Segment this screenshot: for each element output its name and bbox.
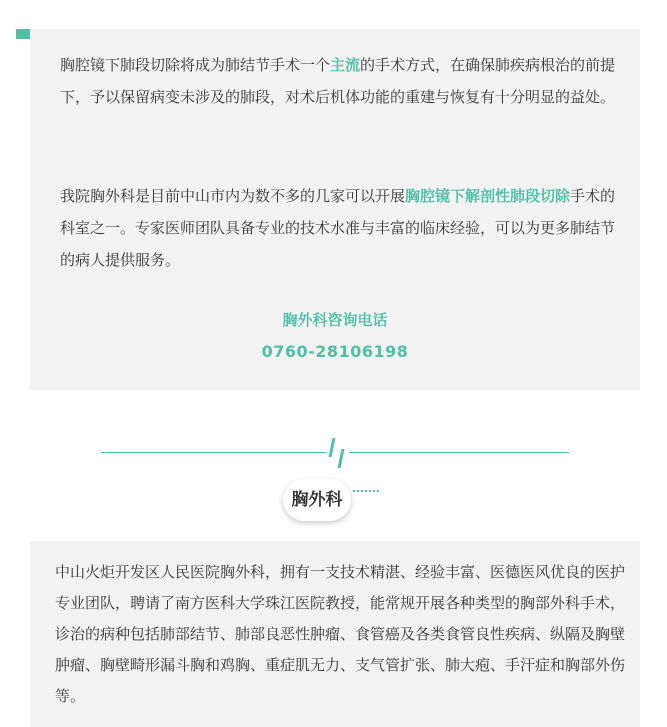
intro-paragraph-2 — [60, 180, 620, 276]
intro-card — [30, 29, 640, 390]
section-badge — [280, 477, 374, 523]
p1-highlight: 主流 — [330, 56, 361, 74]
p1-text-before: 胸腔镜下肺段切除将成为肺结节手术一个 — [60, 56, 331, 74]
double-slash-icon — [326, 437, 348, 469]
department-card — [30, 541, 640, 727]
p2-text-after: 手术的科室之一。专家医师团队具备专业的技术水准与丰富的临床经验，可以为更多肺结节的病人提供服务。 — [60, 187, 616, 269]
p2-text-before: 我院胸外科是目前中山市内为数不多的几家可以开展 — [60, 187, 406, 205]
dotted-accent — [353, 490, 379, 495]
divider-line-left — [101, 452, 326, 453]
contact-title: 胸外科咨询电话 — [282, 311, 388, 329]
department-paragraph: 中山火炬开发区人民医院胸外科，拥有一支技术精湛、经验丰富、医德医风优良的医护专业团队，聘请了南方医科大学珠江医院教授，能常规开展各种类型的胸部外科手术，诊治的病种包括肺部结节、肺部良恶性肿瘤、食管癌及各类食管良性疾病、纵隔及胸壁肿瘤、胸壁畸形漏斗胸和鸡胸、重症肌无力、支气管扩张、肺大疱、手汗症和胸部外伤等。 — [55, 563, 626, 705]
p1-text-after: 的手术方式，在确保肺疾病根治的前提下，予以保留病变未涉及的肺段，对术后机体功能的重建与恢复有十分明显的益处。 — [60, 56, 616, 106]
intro-paragraph-1 — [60, 49, 620, 113]
section-title: 胸外科 — [291, 490, 343, 510]
contact-phone[interactable]: 0760-28106198 — [261, 342, 409, 361]
p2-highlight: 胸腔镜下解剖性肺段切除 — [405, 187, 571, 205]
divider-line-right — [349, 452, 569, 453]
